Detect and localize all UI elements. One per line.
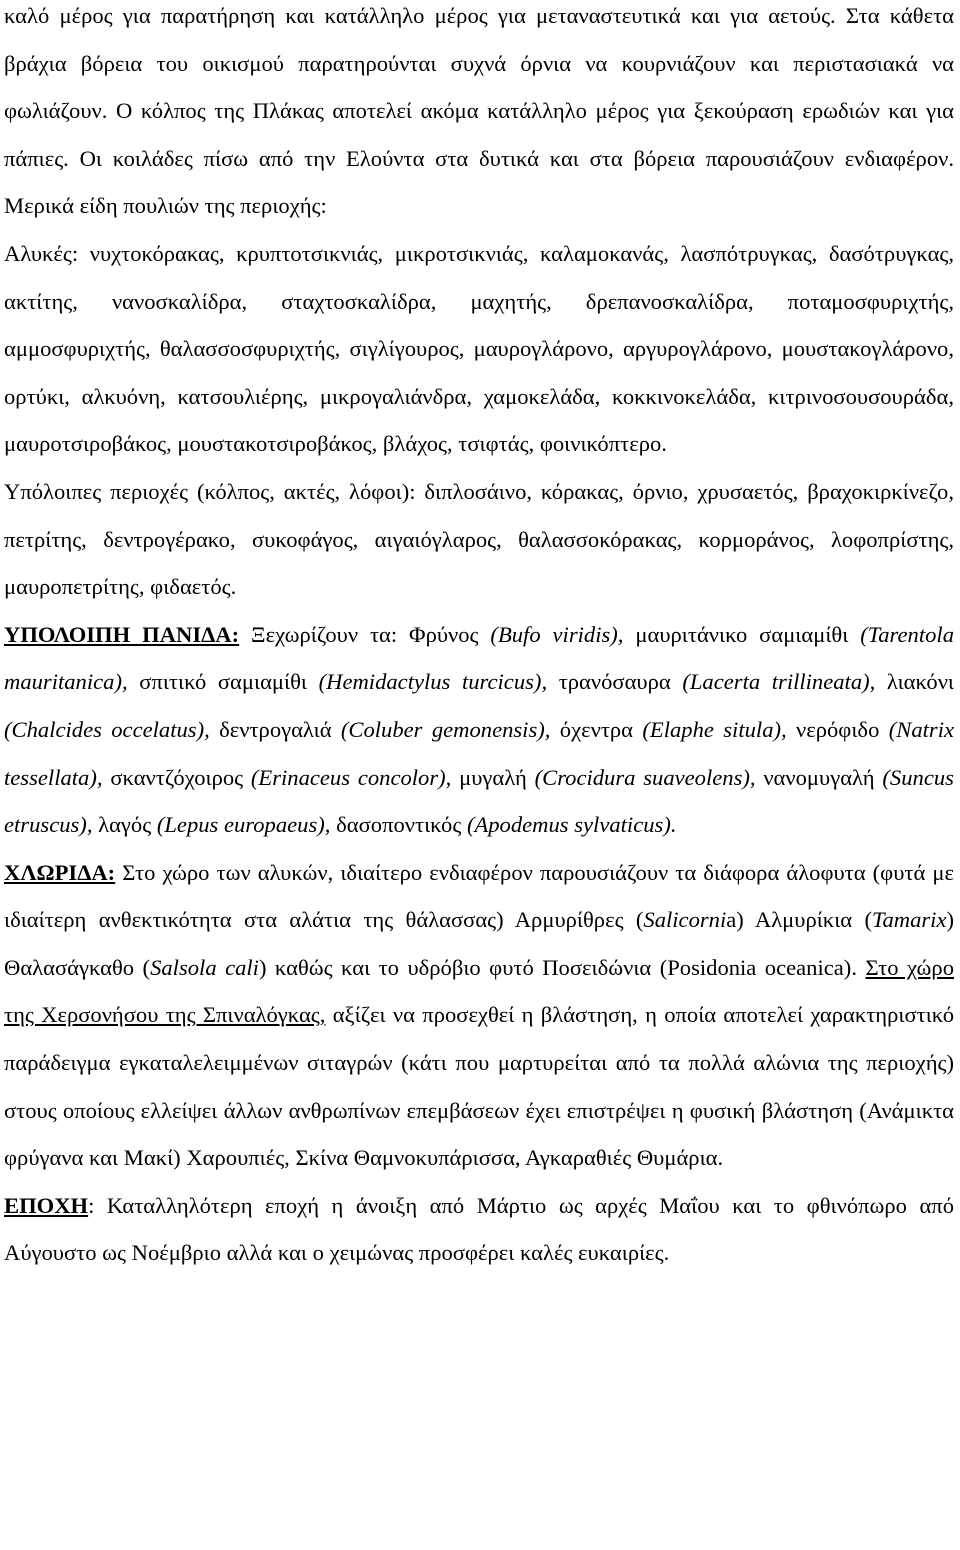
birds-intro-paragraph xyxy=(4,0,954,230)
season-paragraph xyxy=(4,1182,954,1277)
fauna-text-7: όχεντρα xyxy=(559,716,634,742)
flora-tamarix: Tamarix xyxy=(871,907,947,933)
flora-salsola: Salsola cali xyxy=(150,954,259,980)
fauna-text-8: νερόφιδο xyxy=(796,716,880,742)
fauna-text-9: σκαντζόχοιρος xyxy=(110,764,244,790)
fauna-heading: ΥΠΟΛΟΙΠΗ ΠΑΝΙΔΑ: xyxy=(4,621,240,647)
fauna-species-4: (Lacerta trillineata), xyxy=(682,669,876,695)
fauna-species-12: (Lepus europaeus), xyxy=(156,812,331,838)
season-heading: ΕΠΟΧΗ xyxy=(4,1192,89,1218)
fauna-species-5: (Chalcides occelatus), xyxy=(4,716,210,742)
flora-heading: ΧΛΩΡΙΔΑ: xyxy=(4,859,116,885)
fauna-text-10: μυγαλή xyxy=(459,764,527,790)
fauna-species-13: (Apodemus sylvaticus). xyxy=(466,812,677,838)
flora-salicornia-italic: Salicorni xyxy=(643,907,727,933)
flora-text-3: ) Θαλασάγκαθο ( xyxy=(4,907,954,980)
flora-spinalonga-underlined: Στο χώρο της Χερσονήσου της Σπιναλόγκας, xyxy=(4,954,954,1028)
flora-text-1: Στο χώρο των αλυκών, ιδιαίτερο ενδιαφέρον παρουσιάζουν τα διάφορα άλοφυτα (φυτά με ιδιαίτερη ανθεκτικότητα στα αλάτια της θάλασσας) Αρμυρίθρες ( xyxy=(4,859,954,933)
birds-intro-text: καλό μέρος για παρατήρηση και κατάλληλο μέρος για μεταναστευτικά και για αετούς. Στα κάθετα βράχια βόρεια του οικισμού παρατηρούνται συχνά όρνια να κουρνιάζουν και περιστασιακά να φωλιάζουν. Ο κόλπος της Πλάκας αποτελεί ακόμα κατάλληλο μέρος για ξεκούραση ερωδιών και για πάπιες. Οι κοιλάδες πίσω από την Ελούντα στα δυτικά και στα βόρεια παρουσιάζουν ενδιαφέρον. Μερικά είδη πουλιών της περιοχής: xyxy=(4,3,954,219)
fauna-species-7: (Elaphe situla), xyxy=(642,716,787,742)
flora-salicornia-tail: a xyxy=(726,907,737,933)
fauna-text-11: νανομυγαλή xyxy=(763,764,875,790)
fauna-text-6: δεντρογαλιά xyxy=(219,716,332,742)
fauna-species-3: (Hemidactylus turcicus), xyxy=(318,669,548,695)
fauna-paragraph xyxy=(4,611,954,849)
fauna-text-2: μαυριτάνικο σαμιαμίθι xyxy=(635,621,849,647)
fauna-text-5: λιακόνι xyxy=(886,669,954,695)
fauna-species-8: (Natrix tessellata), xyxy=(4,716,955,790)
fauna-species-6: (Coluber gemonensis), xyxy=(340,716,551,742)
season-text: : Καταλληλότερη εποχή η άνοιξη από Μάρτιο ως αρχές Μαΐου και το φθινόπωρο από Αύγουστο ως Νοέμβριο αλλά και ο χειμώνας προσφέρει καλές ευκαιρίες. xyxy=(4,1192,954,1266)
fauna-species-10: (Crocidura suaveolens), xyxy=(534,764,756,790)
fauna-species-11: (Suncus etruscus), xyxy=(4,764,954,838)
flora-text-2: ) Αλμυρίκια ( xyxy=(736,907,872,933)
flora-text-4: ) καθώς και το υδρόβιο φυτό Ποσειδώνια (Posidonia oceanica). xyxy=(258,954,866,980)
fauna-text-13: δασοποντικός xyxy=(336,812,462,838)
fauna-text-12: λαγός xyxy=(98,812,152,838)
wetlands-birds-paragraph xyxy=(4,230,954,468)
flora-paragraph xyxy=(4,849,954,1182)
fauna-text-4: τρανόσαυρα xyxy=(558,669,671,695)
fauna-species-1: (Bufo viridis), xyxy=(490,621,624,647)
document-page xyxy=(4,0,954,1277)
fauna-species-2: (Tarentola mauritanica), xyxy=(4,621,954,695)
other-areas-birds-paragraph xyxy=(4,468,954,611)
flora-text-5: αξίζει να προσεχθεί η βλάστηση, η οποία αποτελεί χαρακτηριστικό παράδειγμα εγκαταλελειμμένων σιταγρών (κάτι που μαρτυρείται από τα πολλά αλώνια της περιοχής) στους οποίους ελλείψει άλλων ανθρωπίνων επεμβάσεων έχει επιστρέψει η φυσική βλάστηση (Ανάμικτα φρύγανα και Μακί) Χαρουπιές, Σκίνα Θαμνοκυπάρισσα, Αγκαραθιές Θυμάρια. xyxy=(4,1002,954,1171)
wetlands-birds-text: Αλυκές: νυχτοκόρακας, κρυπτοτσικνιάς, μικροτσικνιάς, καλαμοκανάς, λασπότρυγκας, δασότρυγκας, ακτίτης, νανοσκαλίδρα, σταχτοσκαλίδρα, μαχητής, δρεπανοσκαλίδρα, ποταμοσφυριχτής, αμμοσφυριχτής, θαλασσοσφυριχτής, σιγλίγουρος, μαυρογλάρονο, αργυρογλάρονο, μουστακογλάρονο, ορτύκι, αλκυόνη, κατσουλιέρης, μικρογαλιάνδρα, χαμοκελάδα, κοκκινοκελάδα, κιτρινοσουσουράδα, μαυροτσιροβάκος, μουστακοτσιροβάκος, βλάχος, τσιφτάς, φοινικόπτερο. xyxy=(4,240,954,457)
fauna-species-9: (Erinaceus concolor), xyxy=(250,764,452,790)
fauna-text-3: σπιτικό σαμιαμίθι xyxy=(139,669,307,695)
other-areas-birds-text: Υπόλοιπες περιοχές (κόλπος, ακτές, λόφοι): διπλοσάινο, κόρακας, όρνιο, χρυσαετός, βραχοκιρκίνεζο, πετρίτης, δεντρογέρακο, συκοφάγος, αιγαιόγλαρος, θαλασσοκόρακας, κορμοράνος, λοφοπρίστης, μαυροπετρίτης, φιδαετός. xyxy=(4,478,954,600)
fauna-text-1: Ξεχωρίζουν τα: Φρύνος xyxy=(251,621,479,647)
